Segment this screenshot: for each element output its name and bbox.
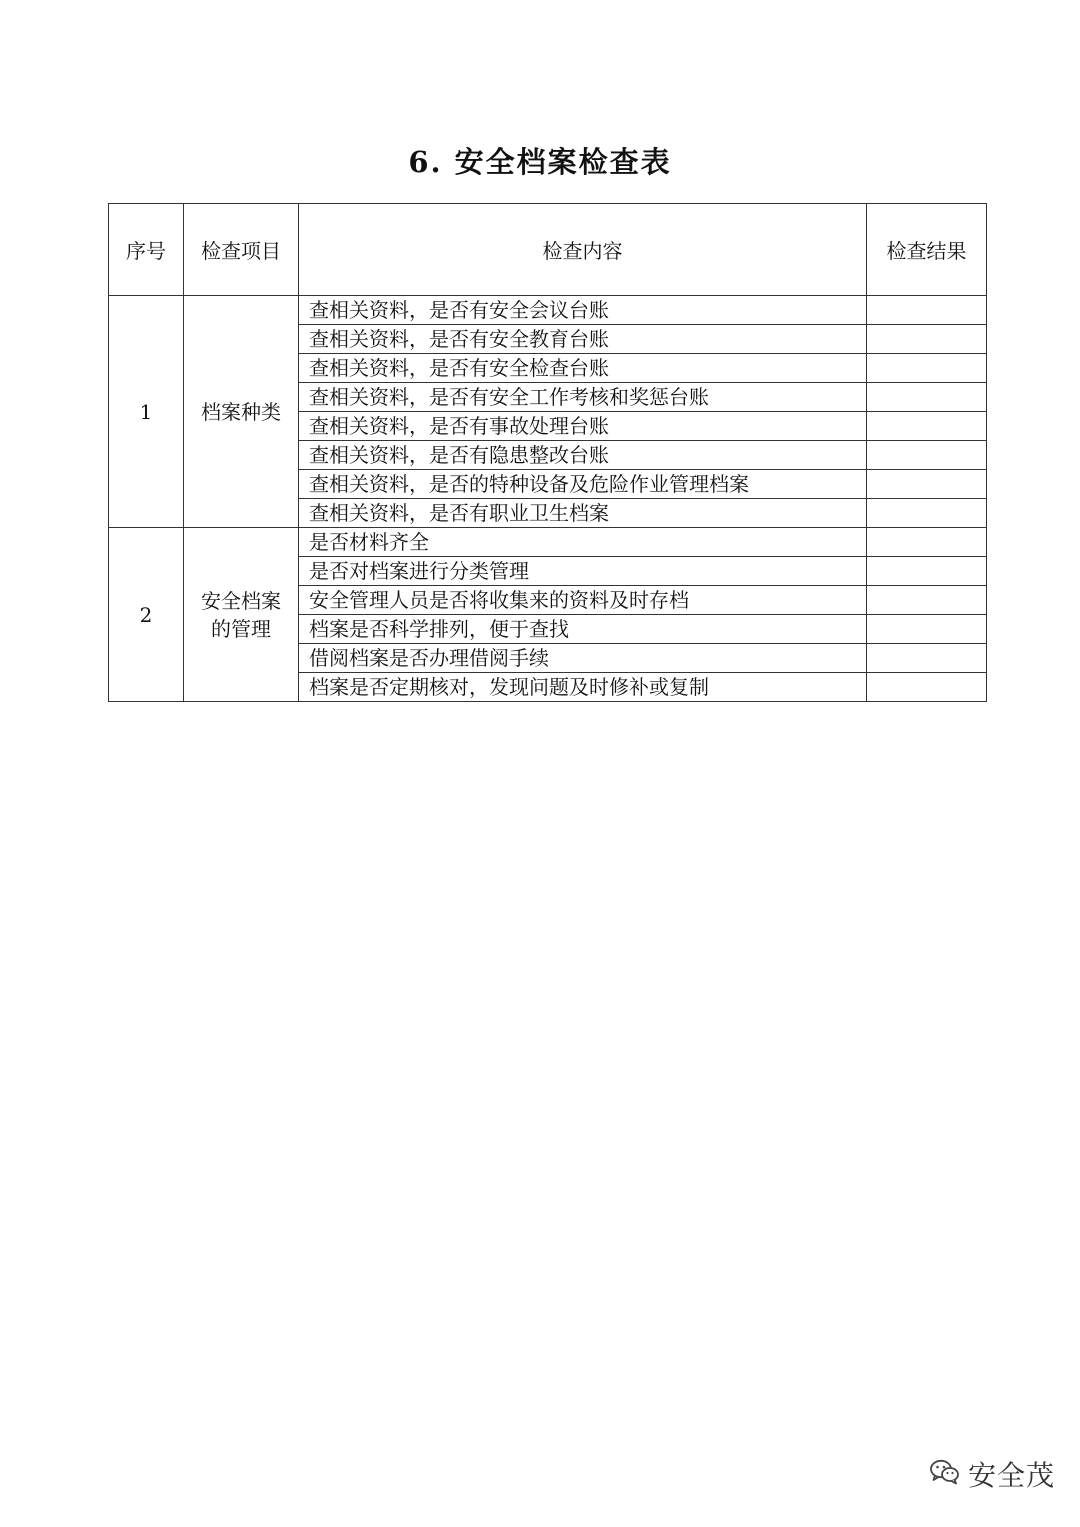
- row-content: 查相关资料，是否有隐患整改台账: [299, 441, 867, 470]
- row-content: 查相关资料，是否有安全会议台账: [299, 296, 867, 325]
- row-content: 查相关资料，是否有职业卫生档案: [299, 499, 867, 528]
- result-cell[interactable]: [867, 412, 987, 441]
- result-cell[interactable]: [867, 441, 987, 470]
- result-cell[interactable]: [867, 499, 987, 528]
- page-title: 6. 安全档案检查表: [408, 145, 672, 179]
- header-result: 检查结果: [867, 204, 987, 296]
- wechat-icon: [930, 1459, 960, 1489]
- header-item: 检查项目: [184, 204, 299, 296]
- row-content: 查相关资料，是否有事故处理台账: [299, 412, 867, 441]
- row-content: 查相关资料，是否有安全检查台账: [299, 354, 867, 383]
- result-cell[interactable]: [867, 644, 987, 673]
- group-index: 1: [109, 296, 184, 528]
- watermark-text: 安全茂: [968, 1459, 1056, 1492]
- group-item: [184, 296, 299, 528]
- result-cell[interactable]: [867, 325, 987, 354]
- group-item-line: 的管理: [211, 616, 271, 641]
- header-content: 检查内容: [299, 204, 867, 296]
- group-item: [184, 528, 299, 702]
- result-cell[interactable]: [867, 354, 987, 383]
- row-content: 是否对档案进行分类管理: [299, 557, 867, 586]
- inspection-table: [108, 203, 987, 702]
- row-content: 借阅档案是否办理借阅手续: [299, 644, 867, 673]
- result-cell[interactable]: [867, 673, 987, 702]
- result-cell[interactable]: [867, 470, 987, 499]
- row-content: 档案是否科学排列，便于查找: [299, 615, 867, 644]
- watermark: [930, 1452, 1055, 1496]
- table-header-row: [109, 204, 987, 296]
- group-index: 2: [109, 528, 184, 702]
- result-cell[interactable]: [867, 586, 987, 615]
- group-item-line: 档案种类: [201, 399, 281, 424]
- result-cell[interactable]: [867, 296, 987, 325]
- group-item-line: 安全档案: [201, 588, 281, 613]
- row-content: 是否材料齐全: [299, 528, 867, 557]
- row-content: 档案是否定期核对，发现问题及时修补或复制: [299, 673, 867, 702]
- table-row: [109, 528, 987, 557]
- table-row: [109, 296, 987, 325]
- row-content: 查相关资料，是否有安全教育台账: [299, 325, 867, 354]
- result-cell[interactable]: [867, 383, 987, 412]
- result-cell[interactable]: [867, 557, 987, 586]
- header-index: 序号: [109, 204, 184, 296]
- row-content: 查相关资料，是否有安全工作考核和奖惩台账: [299, 383, 867, 412]
- row-content: 查相关资料，是否的特种设备及危险作业管理档案: [299, 470, 867, 499]
- row-content: 安全管理人员是否将收集来的资料及时存档: [299, 586, 867, 615]
- result-cell[interactable]: [867, 615, 987, 644]
- result-cell[interactable]: [867, 528, 987, 557]
